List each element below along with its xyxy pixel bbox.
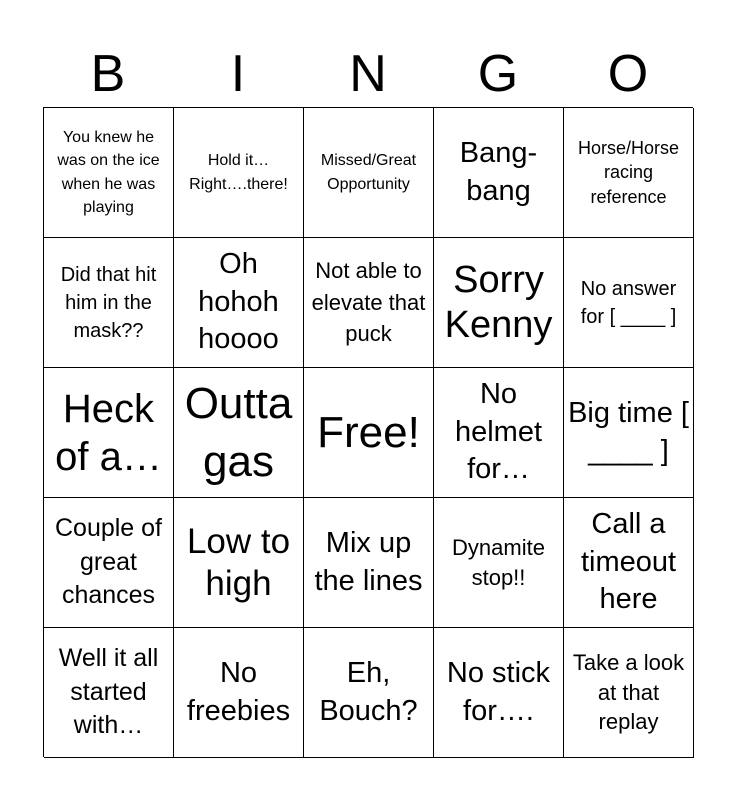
bingo-board [43, 107, 693, 757]
cell-text: Call a timeout here [580, 507, 677, 616]
bingo-cell[interactable] [304, 498, 434, 628]
cell-text: Couple of great chances [54, 513, 163, 610]
bingo-cell[interactable] [304, 628, 434, 758]
cell-text: Free! [317, 407, 420, 457]
bingo-cell[interactable] [174, 498, 304, 628]
bingo-cell[interactable] [44, 368, 174, 498]
cell-text: Hold it… Right….there! [189, 152, 288, 193]
bingo-cell[interactable] [434, 108, 564, 238]
cell-text: Heck of a… [55, 386, 162, 479]
bingo-cell[interactable] [434, 498, 564, 628]
cell-text: Bang-bang [459, 136, 538, 207]
cell-text: Big time [ ____ ] [568, 396, 689, 467]
bingo-cell[interactable] [174, 628, 304, 758]
bingo-cell[interactable] [44, 238, 174, 368]
bingo-cell[interactable] [304, 238, 434, 368]
bingo-cell[interactable] [174, 238, 304, 368]
header-letter-i: I [230, 45, 246, 103]
header-letter-g: G [477, 45, 519, 103]
bingo-cell[interactable] [304, 368, 434, 498]
bingo-cell[interactable] [564, 368, 694, 498]
cell-text: Not able to elevate that puck [311, 257, 426, 347]
cell-text: No helmet for… [454, 377, 543, 486]
cell-text: Eh, Bouch? [319, 656, 418, 727]
cell-text: Well it all started with… [58, 643, 159, 740]
bingo-cell[interactable] [304, 108, 434, 238]
cell-text: Low to high [186, 522, 291, 603]
cell-text: Did that hit him in the mask?? [60, 263, 157, 342]
bingo-cell[interactable] [44, 108, 174, 238]
bingo-cell[interactable] [44, 628, 174, 758]
cell-text: No answer for [ ____ ] [580, 277, 677, 328]
header-letter-b: B [90, 45, 126, 103]
bingo-cell[interactable] [174, 108, 304, 238]
bingo-cell[interactable] [44, 498, 174, 628]
bingo-cell[interactable] [434, 628, 564, 758]
bingo-cell[interactable] [564, 108, 694, 238]
cell-text: Horse/Horse racing reference [577, 138, 680, 207]
bingo-cell[interactable] [564, 628, 694, 758]
cell-text: Missed/Great Opportunity [320, 152, 417, 193]
cell-text: Sorry Kenny [444, 258, 553, 346]
cell-text: Oh hohoh hoooo [198, 247, 279, 356]
cell-text: Dynamite stop!! [452, 534, 545, 590]
bingo-cell[interactable] [434, 238, 564, 368]
cell-text: Mix up the lines [314, 526, 423, 597]
cell-text: No stick for…. [446, 656, 551, 727]
bingo-cell[interactable] [434, 368, 564, 498]
bingo-cell[interactable] [564, 238, 694, 368]
bingo-cell[interactable] [174, 368, 304, 498]
cell-text: Outta gas [184, 379, 293, 486]
bingo-cell[interactable] [564, 498, 694, 628]
cell-text: No freebies [186, 656, 291, 727]
cell-text: Take a look at that replay [572, 649, 685, 735]
header-letter-n: N [349, 45, 387, 103]
header-letter-o: O [607, 45, 649, 103]
cell-text: You knew he was on the ice when he was playing [57, 129, 160, 216]
bingo-header [43, 40, 693, 108]
